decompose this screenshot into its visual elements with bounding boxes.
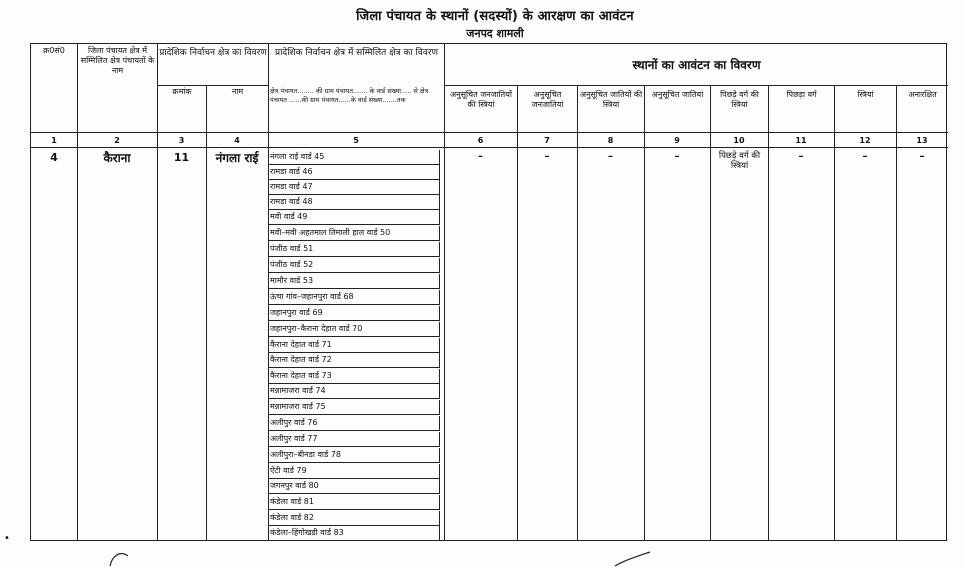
- ward-item: कैराना देहात वार्ड 71: [268, 338, 440, 353]
- ward-item: कंडेला वार्ड 81: [268, 495, 440, 510]
- cell-unreserved: –: [919, 151, 925, 162]
- ward-item: ऊंचा गांव–जहानपुरा वार्ड 68: [268, 290, 440, 305]
- ward-item: कंडेला–हिंगोखडी वार्ड 83: [268, 526, 440, 541]
- header-area-panchayat: जिला पंचायत क्षेत्र में सम्मिलित क्षेत्र पंचायतों के नाम: [80, 46, 155, 75]
- ward-item: रामडा वार्ड 47: [268, 180, 440, 195]
- grid-line: [31, 147, 948, 148]
- header-allocation-group: स्थानों का आवंटन का विवरण: [632, 58, 761, 72]
- ward-item: कैराना देहात वार्ड 73: [268, 369, 440, 384]
- column-number: 1: [51, 136, 57, 145]
- grid-line: [77, 44, 78, 540]
- header-obc: पिछड़ा वर्ग: [786, 90, 817, 99]
- ward-item: कैराना देहात वार्ड 72: [268, 353, 440, 368]
- signature-mark: [0, 544, 963, 568]
- grid-line: [157, 85, 268, 86]
- stray-mark: •: [4, 533, 10, 544]
- cell-obc-women: पिछड़े वर्ग की स्त्रियां: [718, 151, 761, 171]
- header-sc: अनुसूचित जातियां: [651, 90, 704, 99]
- ward-item: कंडेला वार्ड 82: [268, 511, 440, 526]
- header-st: अनुसूचित जनजातियां: [531, 90, 564, 109]
- ward-item: मन्नामाजरा वार्ड 74: [268, 384, 440, 399]
- column-number: 12: [859, 136, 871, 145]
- cell-sc-women: –: [608, 151, 613, 162]
- ward-item: रामडा वार्ड 48: [268, 195, 440, 210]
- header-unreserved: अनारक्षित: [908, 90, 937, 99]
- cell-obc: –: [798, 151, 804, 162]
- cell-women: –: [862, 151, 868, 162]
- ward-item: नंगला राई वार्ड 45: [268, 150, 440, 165]
- ward-item: मवी–मवी अहतमाल तिमाली हाल वार्ड 50: [268, 226, 440, 241]
- grid-line: [444, 85, 948, 86]
- column-number: 10: [733, 136, 745, 145]
- header-constituency-group: प्रादेशिक निर्वाचन क्षेत्र का विवरण: [159, 48, 267, 58]
- ward-item: जगनपुर वार्ड 80: [268, 479, 440, 494]
- header-included-area-group: प्रादेशिक निर्वाचन क्षेत्र में सम्मिलित क्षेत्र का विवरण: [274, 48, 439, 58]
- header-constituency-no: क्रमांक: [172, 87, 192, 96]
- row-constituency-no: 11: [173, 151, 190, 164]
- column-number: 7: [544, 136, 550, 145]
- page-subtitle: जनपद शामली: [466, 27, 524, 40]
- ward-item: अलीपुरा–बीनडा वार्ड 78: [268, 448, 440, 463]
- cell-st-women: –: [478, 151, 483, 162]
- column-number: 3: [178, 136, 185, 145]
- page-title: जिला पंचायत के स्थानों (सदस्यों) के आरक्षण का आवंटन: [356, 9, 634, 24]
- column-number: 2: [114, 136, 120, 145]
- grid-line: [157, 44, 158, 540]
- ward-item: जहानपुरा–कैराना देहात वार्ड 70: [268, 322, 440, 337]
- row-area-panchayat: कैराना: [103, 151, 131, 165]
- header-sc-women: अनुसूचित जातियों की स्त्रियां: [579, 90, 643, 109]
- ward-item: मवी वार्ड 49: [268, 210, 440, 225]
- ward-item: मन्नामाजरा वार्ड 75: [268, 400, 440, 415]
- header-constituency-name: नाम: [231, 87, 244, 96]
- cell-st: –: [544, 151, 550, 162]
- ward-item: ऐंटी वार्ड 79: [268, 464, 440, 479]
- reservation-table: [30, 43, 947, 541]
- row-constituency-name: नंगला राई: [215, 151, 259, 165]
- column-number: 9: [674, 136, 680, 145]
- column-number: 5: [353, 136, 359, 145]
- row-serial: 4: [50, 151, 58, 164]
- column-number: 11: [795, 136, 807, 145]
- ward-item: जहानपुरा वार्ड 69: [268, 306, 440, 321]
- ward-item: रामडा वार्ड 46: [268, 165, 440, 180]
- header-women: स्त्रियां: [857, 90, 874, 99]
- ward-item: पंजीठ वार्ड 52: [268, 258, 440, 273]
- column-number: 13: [916, 136, 928, 145]
- header-obc-women: पिछड़े वर्ग की स्त्रियां: [720, 90, 759, 109]
- column-number: 6: [477, 136, 484, 145]
- grid-line: [31, 132, 948, 133]
- column-number: 4: [234, 136, 240, 145]
- ward-item: पंजीठ वार्ड 51: [268, 242, 440, 257]
- grid-line: [444, 44, 445, 540]
- header-included-area: क्षेत्र पंचायत........ की ग्राम पंचायत....... के वार्ड संख्या..... से क्षेत्र पंचायत ......की ग्राम पंचायत......के वार्ड संख्या.......तक: [270, 87, 429, 104]
- ward-item: मामौर वार्ड 53: [268, 274, 440, 289]
- cell-sc: –: [674, 151, 680, 162]
- header-st-women: अनुसूचित जनजातियों की स्त्रियां: [450, 90, 512, 109]
- ward-item: अलीपुर वार्ड 77: [268, 432, 440, 447]
- column-number: 8: [607, 136, 614, 145]
- header-serial: क्र0सं0: [43, 46, 65, 55]
- ward-item: अलीपुर वार्ड 76: [268, 416, 440, 431]
